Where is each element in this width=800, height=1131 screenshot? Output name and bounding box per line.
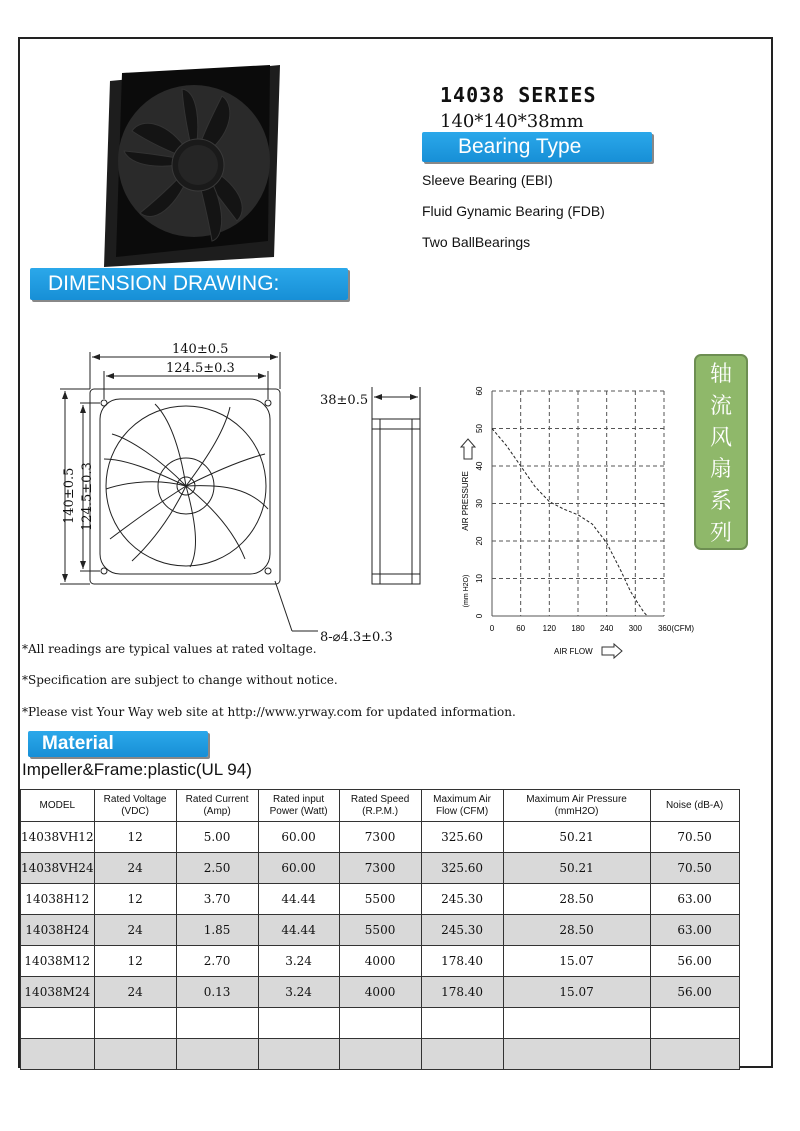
bearing-item: Two BallBearings bbox=[422, 234, 531, 250]
table-cell: 56.00 bbox=[650, 977, 739, 1008]
table-cell bbox=[176, 1008, 258, 1039]
table-cell: 14038H24 bbox=[21, 915, 95, 946]
table-row bbox=[21, 915, 740, 946]
y-tick-label: 30 bbox=[475, 499, 484, 508]
table-cell: 14038VH24 bbox=[21, 853, 95, 884]
table-row bbox=[21, 853, 740, 884]
header-airflow: Maximum Air Flow (CFM) bbox=[421, 790, 503, 822]
table-cell: 3.70 bbox=[176, 884, 258, 915]
table-cell: 4000 bbox=[339, 977, 421, 1008]
table-cell bbox=[503, 1039, 650, 1070]
table-cell: 0.13 bbox=[176, 977, 258, 1008]
table-cell: 5500 bbox=[339, 884, 421, 915]
table-cell: 3.24 bbox=[258, 946, 339, 977]
axial-fan-series-tag bbox=[694, 354, 748, 550]
table-cell: 70.50 bbox=[650, 853, 739, 884]
tag-char: 风 bbox=[709, 425, 732, 451]
x-tick-label: 60 bbox=[516, 624, 526, 633]
table-cell: 5500 bbox=[339, 915, 421, 946]
table-cell: 12 bbox=[94, 822, 176, 853]
table-cell bbox=[339, 1039, 421, 1070]
table-cell: 14038VH12 bbox=[21, 822, 95, 853]
note-specification: *Specification are subject to change without notice. bbox=[22, 673, 338, 687]
fan-product-photo bbox=[102, 61, 282, 271]
table-cell: 245.30 bbox=[421, 915, 503, 946]
dim-width-inner: 124.5±0.3 bbox=[166, 361, 235, 376]
table-row bbox=[21, 946, 740, 977]
table-cell: 56.00 bbox=[650, 946, 739, 977]
table-row bbox=[21, 1008, 740, 1039]
table-cell: 24 bbox=[94, 915, 176, 946]
x-tick-label: 360(CFM) bbox=[657, 624, 695, 633]
table-cell: 28.50 bbox=[503, 884, 650, 915]
table-cell bbox=[176, 1039, 258, 1070]
header-speed: Rated Speed (R.P.M.) bbox=[339, 790, 421, 822]
y-tick-label: 50 bbox=[475, 424, 484, 433]
y-tick-label: 60 bbox=[475, 386, 484, 396]
x-tick-label: 240 bbox=[599, 624, 614, 633]
table-cell bbox=[421, 1039, 503, 1070]
table-cell: 50.21 bbox=[503, 853, 650, 884]
table-row bbox=[21, 884, 740, 915]
table-cell bbox=[21, 1008, 95, 1039]
table-cell: 7300 bbox=[339, 853, 421, 884]
table-cell: 63.00 bbox=[650, 915, 739, 946]
table-cell bbox=[21, 1039, 95, 1070]
table-cell: 28.50 bbox=[503, 915, 650, 946]
table-cell: 178.40 bbox=[421, 946, 503, 977]
material-banner bbox=[28, 731, 208, 757]
dimension-drawing-title: DIMENSION DRAWING: bbox=[48, 272, 280, 295]
table-cell bbox=[650, 1039, 739, 1070]
material-text: Impeller&Frame:plastic(UL 94) bbox=[22, 760, 252, 779]
x-axis-arrow-icon bbox=[602, 644, 622, 658]
bearing-type-banner bbox=[422, 132, 652, 162]
table-cell bbox=[650, 1008, 739, 1039]
y-tick-label: 10 bbox=[475, 574, 484, 583]
table-cell bbox=[94, 1008, 176, 1039]
table-cell: 12 bbox=[94, 884, 176, 915]
tag-char: 流 bbox=[709, 393, 732, 419]
table-cell: 14038M24 bbox=[21, 977, 95, 1008]
table-row bbox=[21, 977, 740, 1008]
table-cell: 24 bbox=[94, 853, 176, 884]
table-header-row bbox=[21, 790, 740, 822]
table-cell: 50.21 bbox=[503, 822, 650, 853]
table-cell: 44.44 bbox=[258, 884, 339, 915]
pq-curve-chart bbox=[432, 341, 712, 656]
dim-width-outer: 140±0.5 bbox=[172, 342, 229, 357]
table-cell bbox=[258, 1039, 339, 1070]
header-model: MODEL bbox=[21, 790, 95, 822]
spec-table-body bbox=[21, 822, 740, 1070]
note-website: *Please vist Your Way web site at http://www.yrway.com for updated information. bbox=[22, 705, 516, 719]
note-readings: *All readings are typical values at rated voltage. bbox=[22, 642, 317, 656]
table-cell: 70.50 bbox=[650, 822, 739, 853]
fan-size: 140*140*38mm bbox=[440, 111, 584, 132]
table-cell bbox=[503, 1008, 650, 1039]
table-cell: 12 bbox=[94, 946, 176, 977]
table-cell: 245.30 bbox=[421, 884, 503, 915]
header-pressure: Maximum Air Pressure (mmH2O) bbox=[503, 790, 650, 822]
spec-sheet bbox=[18, 37, 773, 1068]
y-axis-arrow-icon bbox=[461, 439, 475, 459]
y-tick-label: 20 bbox=[475, 536, 484, 546]
table-row bbox=[21, 1039, 740, 1070]
table-cell: 325.60 bbox=[421, 822, 503, 853]
dim-holes: 8-⌀4.3±0.3 bbox=[320, 630, 393, 645]
material-title: Material bbox=[42, 733, 114, 754]
tag-char: 扇 bbox=[709, 457, 732, 483]
table-cell: 2.70 bbox=[176, 946, 258, 977]
dim-height-inner: 124.5±0.3 bbox=[80, 462, 95, 531]
tag-char: 列 bbox=[709, 521, 732, 547]
x-tick-label: 180 bbox=[571, 624, 585, 633]
x-axis-label: AIR FLOW bbox=[554, 647, 593, 656]
y-tick-label: 40 bbox=[475, 461, 484, 471]
bearing-item: Fluid Gynamic Bearing (FDB) bbox=[422, 203, 605, 219]
table-cell: 15.07 bbox=[503, 977, 650, 1008]
table-cell: 60.00 bbox=[258, 822, 339, 853]
table-row bbox=[21, 822, 740, 853]
dimension-drawing bbox=[20, 309, 430, 645]
pq-curve bbox=[492, 429, 647, 617]
x-tick-label: 0 bbox=[489, 624, 495, 633]
table-cell: 63.00 bbox=[650, 884, 739, 915]
table-cell: 44.44 bbox=[258, 915, 339, 946]
table-cell: 4000 bbox=[339, 946, 421, 977]
table-cell bbox=[94, 1039, 176, 1070]
series-title: 14038 SERIES bbox=[440, 83, 597, 107]
bearing-item: Sleeve Bearing (EBI) bbox=[422, 172, 553, 188]
table-cell: 3.24 bbox=[258, 977, 339, 1008]
tag-char: 轴 bbox=[709, 361, 732, 387]
dim-height-outer: 140±0.5 bbox=[62, 467, 77, 524]
y-axis-label: AIR PRESSURE bbox=[461, 471, 470, 531]
table-cell: 15.07 bbox=[503, 946, 650, 977]
table-cell: 5.00 bbox=[176, 822, 258, 853]
header-noise: Noise (dB-A) bbox=[650, 790, 739, 822]
table-cell: 2.50 bbox=[176, 853, 258, 884]
table-cell: 14038M12 bbox=[21, 946, 95, 977]
header-voltage: Rated Voltage (VDC) bbox=[94, 790, 176, 822]
table-cell bbox=[421, 1008, 503, 1039]
header-current: Rated Current (Amp) bbox=[176, 790, 258, 822]
table-cell: 7300 bbox=[339, 822, 421, 853]
table-cell: 24 bbox=[94, 977, 176, 1008]
y-tick-label: 0 bbox=[475, 613, 484, 619]
dim-depth: 38±0.5 bbox=[320, 393, 369, 408]
x-tick-label: 300 bbox=[628, 624, 643, 633]
spec-table bbox=[20, 789, 740, 1070]
tag-char: 系 bbox=[709, 489, 732, 515]
table-cell: 14038H12 bbox=[21, 884, 95, 915]
table-cell bbox=[258, 1008, 339, 1039]
table-cell: 325.60 bbox=[421, 853, 503, 884]
table-cell bbox=[339, 1008, 421, 1039]
table-cell: 1.85 bbox=[176, 915, 258, 946]
table-cell: 60.00 bbox=[258, 853, 339, 884]
dimension-drawing-banner bbox=[30, 268, 348, 300]
bearing-type-title: Bearing Type bbox=[458, 135, 582, 158]
header-power: Rated input Power (Watt) bbox=[258, 790, 339, 822]
table-cell: 178.40 bbox=[421, 977, 503, 1008]
y-axis-unit: (mm H2O) bbox=[463, 574, 470, 608]
x-tick-label: 120 bbox=[542, 624, 557, 633]
